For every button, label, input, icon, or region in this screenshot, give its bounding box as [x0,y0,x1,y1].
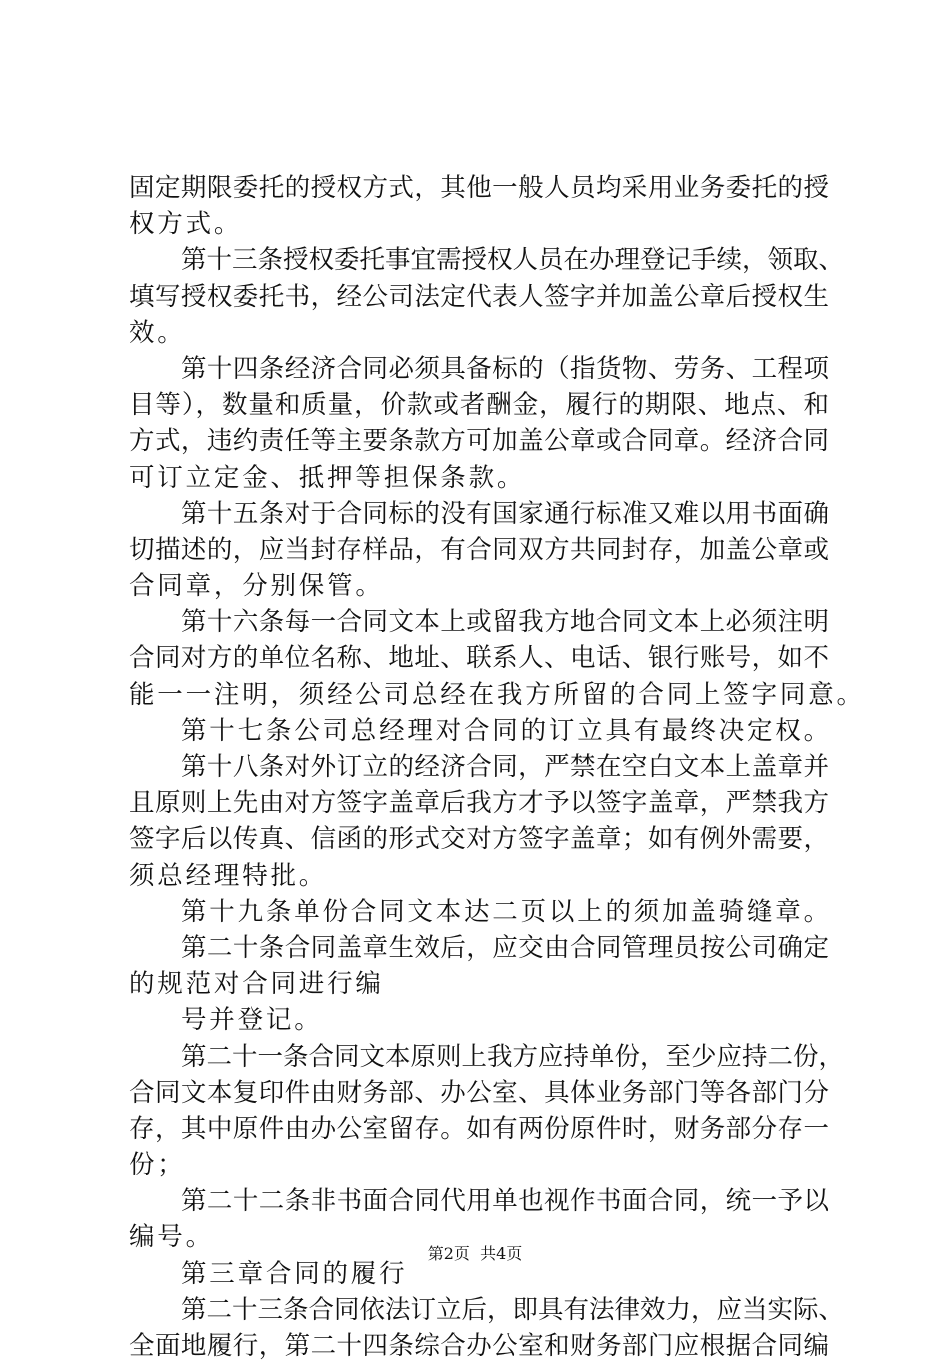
document-body [129,170,865,1364]
text-line: 第十三条授权委托事宜需授权人员在办理登记手续，领取、 [181,245,845,276]
text-line: 固定期限委托的授权方式，其他一般人员均采用业务委托的授 [129,173,829,203]
text-line: 合同对方的单位名称、地址、联系人、电话、银行账号，如不 [129,643,829,674]
text-line: 方式，违约责任等主要条款方可加盖公章或合同章。经济合同 [129,426,829,457]
text-line: 第二十一条合同文本原则上我方应持单份，至少应持二份， [181,1041,845,1072]
text-line: 效。 [129,317,186,348]
text-line: 第二十条合同盖章生效后，应交由合同管理员按公司确定 [181,932,829,963]
text-line: 编号。 [129,1222,214,1253]
text-line: 且原则上先由对方签字盖章后我方才予以签字盖章，严禁我方 [129,788,829,819]
text-line: 第二十二条非书面合同代用单也视作书面合同，统一予以 [181,1186,829,1217]
text-line: 第三章合同的履行 [181,1258,408,1289]
text-line: 签字后以传真、信函的形式交对方签字盖章；如有例外需要， [129,824,829,855]
text-line: 能一一注明，须经公司总经在我方所留的合同上签字同意。 [129,679,865,710]
text-line: 须总经理特批。 [129,860,328,891]
text-line: 第十五条对于合同标的没有国家通行标准又难以用书面确 [181,498,829,529]
page-number: 第2页 [427,1244,470,1263]
page-total: 共4页 [480,1244,523,1263]
text-line: 合同章，分别保管。 [129,571,384,602]
text-line: 可订立定金、抵押等担保条款。 [129,462,526,493]
text-line: 第十八条对外订立的经济合同，严禁在空白文本上盖章并 [181,752,829,782]
text-line: 全面地履行，第二十四条综合办公室和财务部门应根据合同编 [129,1331,829,1361]
text-line: 份； [129,1150,186,1181]
text-line: 填写授权委托书，经公司法定代表人签字并加盖公章后授权生 [129,281,829,312]
text-line: 的规范对合同进行编 [129,969,384,1000]
text-line: 第十六条每一合同文本上或留我方地合同文本上必须注明 [181,607,829,638]
text-line: 第十九条单份合同文本达二页以上的须加盖骑缝章。 [181,896,832,927]
text-line: 合同文本复印件由财务部、办公室、具体业务部门等各部门分 [129,1077,829,1108]
text-line: 第十四条经济合同必须具备标的（指货物、劳务、工程项 [181,353,829,384]
text-line: 目等），数量和质量，价款或者酬金，履行的期限、地点、和 [129,390,829,421]
text-line: 切描述的，应当封存样品，有合同双方共同封存，加盖公章或 [129,534,829,565]
text-line: 第十七条公司总经理对合同的订立具有最终决定权。 [181,715,832,746]
text-line: 第二十三条合同依法订立后，即具有法律效力，应当实际、 [181,1294,845,1325]
page-footer [0,1244,950,1264]
text-line: 权方式。 [129,209,243,240]
text-line: 存，其中原件由办公室留存。如有两份原件时，财务部分存一 [129,1113,829,1144]
text-line: 号并登记。 [181,1005,323,1036]
